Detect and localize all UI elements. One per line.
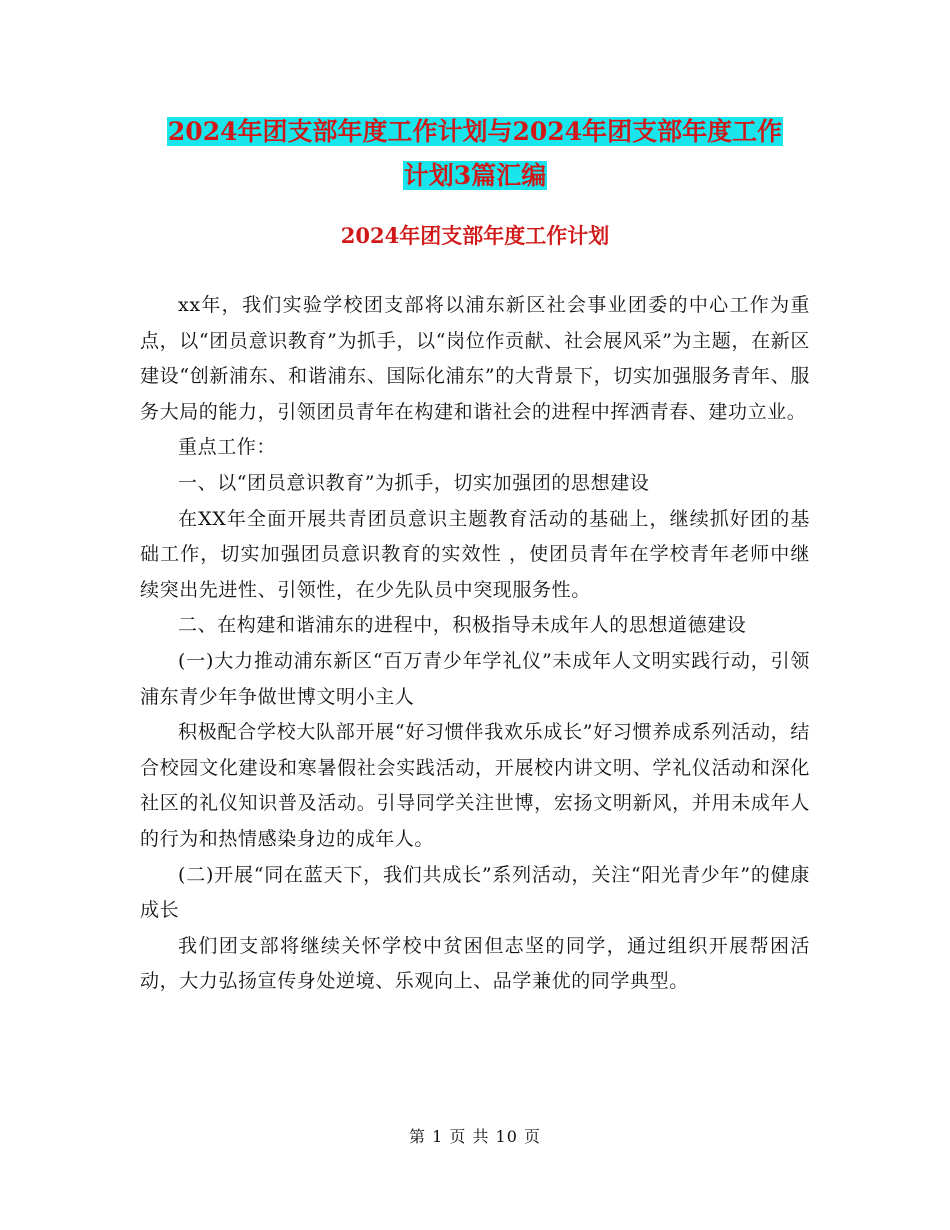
document-body [140, 288, 810, 1000]
document-title-line-1: 2024年团支部年度工作计划与2024年团支部年度工作 [167, 117, 783, 146]
paragraph: 在XX年全面开展共青团员意识主题教育活动的基础上，继续抓好团的基础工作，切实加强团员意识教育的实效性 ，使团员青年在学校青年老师中继续突出先进性、引领性，在少先队员中突现服务性。 [140, 507, 810, 601]
paragraph: 我们团支部将继续关怀学校中贫困但志坚的同学，通过组织开展帮困活动，大力弘扬宣传身处逆境、乐观向上、品学兼优的同学典型。 [140, 934, 810, 993]
paragraph: 积极配合学校大队部开展“好习惯伴我欢乐成长”好习惯养成系列活动，结合校园文化建设和寒暑假社会实践活动，开展校内讲文明、学礼仪活动和深化社区的礼仪知识普及活动。引导同学关注世博，宏扬文明新风，并用未成年人的行为和热情感染身边的成年人。 [140, 721, 810, 850]
paragraph: (二)开展“同在蓝天下，我们共成长”系列活动，关注“阳光青少年”的健康成长 [140, 863, 810, 922]
document-title-line-2: 计划3篇汇编 [403, 161, 547, 190]
paragraph: 一、以“团员意识教育”为抓手，切实加强团的思想建设 [178, 471, 650, 494]
paragraph: xx年，我们实验学校团支部将以浦东新区社会事业团委的中心工作为重点，以“团员意识教育”为抓手，以“岗位作贡献、社会展风采”为主题，在新区建设“创新浦东、和谐浦东、国际化浦东”的大背景下，切实加强服务青年、服务大局的能力，引领团员青年在构建和谐社会的进程中挥洒青春、建功立业。 [140, 294, 810, 423]
document-title [120, 110, 830, 198]
paragraph: 二、在构建和谐浦东的进程中，积极指导未成年人的思想道德建设 [178, 614, 747, 637]
section-title: 2024年团支部年度工作计划 [340, 223, 610, 248]
paragraph: 重点工作： [178, 436, 277, 459]
paragraph: (一)大力推动浦东新区“百万青少年学礼仪”未成年人文明实践行动，引领浦东青少年争做世博文明小主人 [140, 649, 810, 708]
page-footer: 第 1 页 共 10 页 [409, 1127, 541, 1146]
